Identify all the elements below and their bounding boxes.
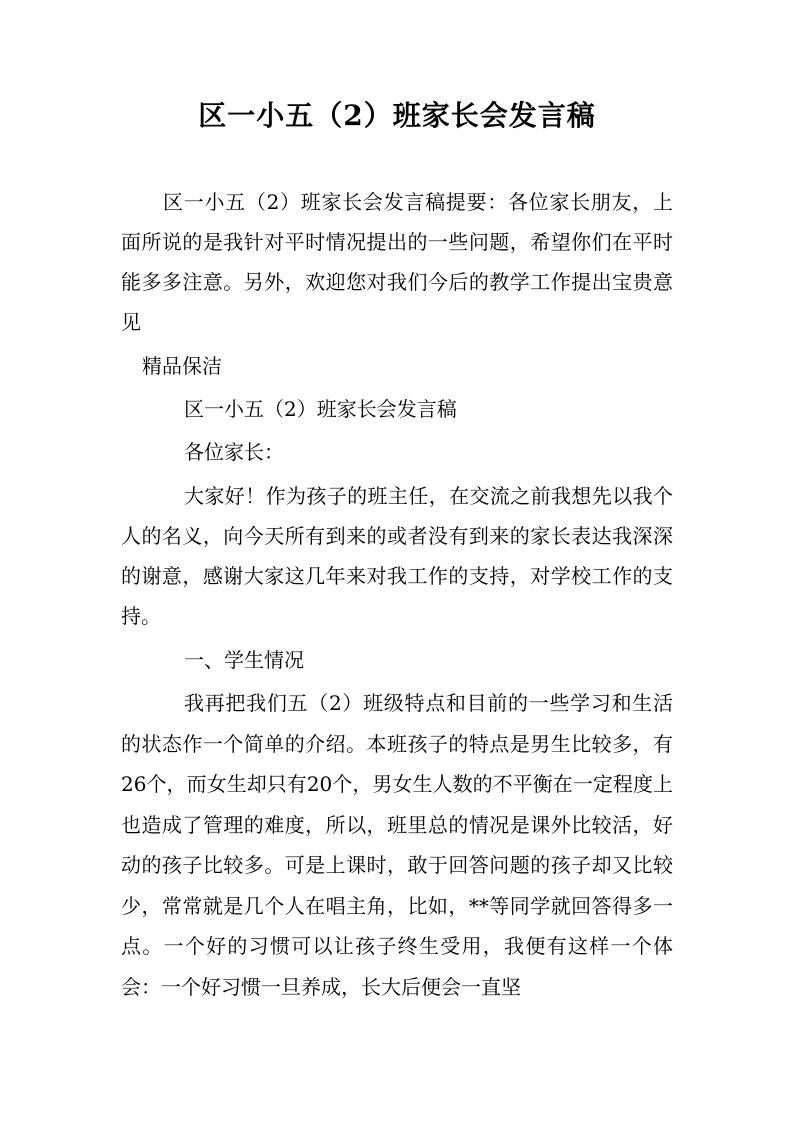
body-paragraph-intro: 大家好！作为孩子的班主任，在交流之前我想先以我个人的名义，向今天所有到来的或者没有到来的家长表达我深深的谢意，感谢大家这几年来对我工作的支持，对学校工作的支持。 <box>121 484 673 628</box>
summary-paragraph: 区一小五（2）班家长会发言稿提要：各位家长朋友，上面所说的是我针对平时情况提出的一些问题，希望你们在平时能多多注意。另外，欢迎您对我们今后的教学工作提出宝贵意见 <box>121 190 673 334</box>
section-heading: 一、学生情况 <box>184 648 304 672</box>
category-label: 精品保洁 <box>142 354 222 378</box>
greeting-line: 各位家长： <box>184 440 284 464</box>
document-title: 区一小五（2）班家长会发言稿 <box>198 99 596 132</box>
document-subtitle: 区一小五（2）班家长会发言稿 <box>184 397 457 421</box>
body-paragraph-student-situation: 我再把我们五（2）班级特点和目前的一些学习和生活的状态作一个简单的介绍。本班孩子的特点是男生比较多，有26个，而女生却只有20个，男女生人数的不平衡在一定程度上也造成了管理的难度，所以，班里总的情况是课外比较活，好动的孩子比较多。可是上课时，敢于回答问题的孩子却又比较少，常常就是几个人在唱主角，比如，**等同学就回答得多一点。一个好的习惯可以让孩子终生受用，我便有这样一个体会：一个好习惯一旦养成，长大后便会一直坚 <box>121 691 673 999</box>
